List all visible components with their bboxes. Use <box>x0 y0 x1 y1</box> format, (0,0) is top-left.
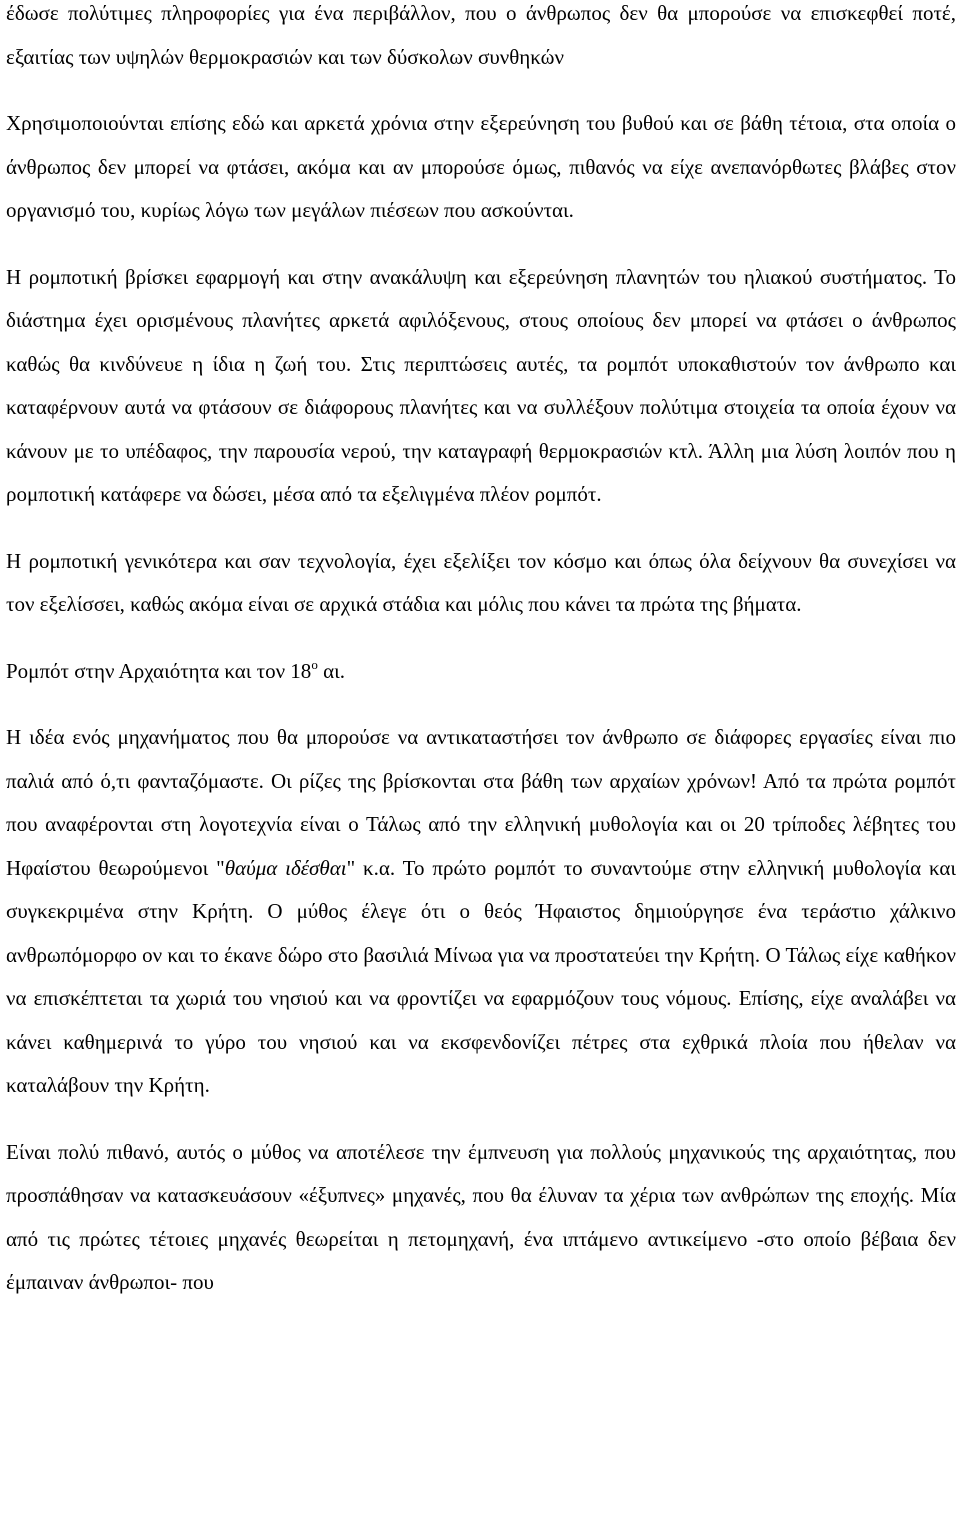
paragraph-planetary-exploration: Η ρομποτική βρίσκει εφαρμογή και στην ανακάλυψη και εξερεύνηση πλανητών του ηλιακού συστήματος. Το διάστημα έχει ορισμένους πλανήτες αρκετά αφιλόξενους, στους οποίους δεν μπορεί να φτάσει ο άνθρωπος καθώς θα κινδύνευε η ίδια η ζωή του. Στις περιπτώσεις αυτές, τα ρομπότ υποκαθιστούν τον άνθρωπο και καταφέρνουν αυτά να φτάσουν σε διάφορους πλανήτες και να συλλέξουν πολύτιμα στοιχεία τα οποία έχουν να κάνουν με το υπέδαφος, την παρουσία νερού, την καταγραφή θερμοκρασιών κτλ. Άλλη μια λύση λοιπόν που η ρομποτική κατάφερε να δώσει, μέσα από τα εξελιγμένα πλέον ρομπότ. <box>6 264 956 506</box>
paragraph-spacer <box>6 1108 956 1131</box>
paragraph-environment-exploration: έδωσε πολύτιμες πληροφορίες για ένα περιβάλλον, που ο άνθρωπος δεν θα μπορούσε να επισκεφθεί ποτέ, εξαιτίας των υψηλών θερμοκρασιών και των δύσκολων συνθηκών <box>6 1 956 69</box>
paragraph-talos-myth <box>6 716 956 1108</box>
paragraph-spacer <box>6 627 956 650</box>
section-heading-text: Ρομπότ στην Αρχαιότητα και τον 18 <box>6 658 312 683</box>
paragraph-spacer <box>6 79 956 102</box>
section-heading-superscript: ο <box>311 656 318 672</box>
paragraph-robotics-evolution: Η ρομποτική γενικότερα και σαν τεχνολογία, έχει εξελίξει τον κόσμο και όπως όλα δείχνουν θα συνεχίσει να τον εξελίσσει, καθώς ακόμα είναι σε αρχικά στάδια και μόλις που κάνει τα πρώτα της βήματα. <box>6 548 956 616</box>
paragraph-spacer <box>6 517 956 540</box>
paragraph-underwater-exploration: Χρησιμοποιούνται επίσης εδώ και αρκετά χρόνια στην εξερεύνηση του βυθού και σε βάθη τέτοια, στα οποία ο άνθρωπος δεν μπορεί να φτάσει, ακόμα και αν μπορούσε όμως, πιθανός να είχε ανεπανόρθωτες βλάβες στον οργανισμό του, κυρίως λόγω των μεγάλων πιέσεων που ασκούνται. <box>6 111 956 222</box>
paragraph-ancient-machines: Είναι πολύ πιθανό, αυτός ο μύθος να αποτέλεσε την έμπνευση για πολλούς μηχανικούς της αρχαιότητας, που προσπάθησαν να κατασκευάσουν «έξυπνες» μηχανές, που θα έλυναν τα χέρια των ανθρώπων της εποχής. Μία από τις πρώτες τέτοιες μηχανές θεωρείται η πετομηχανή, ένα ιπτάμενο αντικείμενο -στο οποίο βέβαια δεν έμπαιναν άνθρωποι- που <box>6 1139 956 1294</box>
paragraph-talos-text-start: Η ιδέα ενός μηχανήματος που θα μπορούσε να αντικαταστήσει τον άνθρωπο σε διάφορες εργασίες είναι πιο παλιά από ό,τι φανταζόμαστε. Οι ρίζες της βρίσκονται στα βάθη των αρχαίων χρόνων! Από τα πρώτα ρομπότ που αναφέρονται στη λογοτεχνία είναι ο Τάλως από την ελληνική μυθολογία και οι 20 τρίποδες λέβητες του Ηφαίστου θεωρούμενοι " <box>6 725 956 880</box>
document-page <box>6 0 956 1305</box>
section-heading <box>6 650 956 694</box>
section-heading-suffix: αι. <box>317 658 345 683</box>
paragraph-talos-italic-quote: θαύμα ιδέσθαι <box>224 855 347 880</box>
paragraph-spacer <box>6 233 956 256</box>
paragraph-talos-text-end: " κ.α. Το πρώτο ρομπότ το συναντούμε στην ελληνική μυθολογία και συγκεκριμένα στην Κρήτη. Ο μύθος έλεγε ότι ο θεός Ήφαιστος δημιούργησε ένα τεράστιο χάλκινο ανθρωπόμορφο ον και το έκανε δώρο στο βασιλιά Μίνωα για να προστατεύει την Κρήτη. Ο Τάλως είχε καθήκον να επισκέπτεται τα χωριά του νησιού και να φροντίζει να εφαρμόζουν τους νόμους. Επίσης, είχε αναλάβει να κάνει καθημερινά το γύρο του νησιού και να εκσφενδονίζει πέτρες στα εχθρικά πλοία που ήθελαν να καταλάβουν την Κρήτη. <box>6 855 956 1097</box>
paragraph-spacer <box>6 693 956 716</box>
